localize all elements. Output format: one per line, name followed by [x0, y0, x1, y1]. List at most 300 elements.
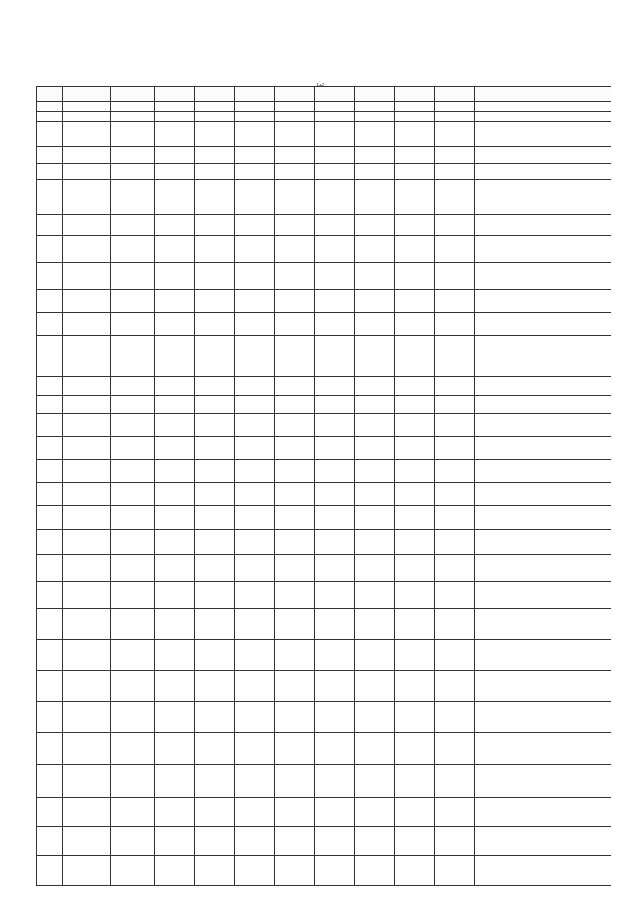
table-cell: [155, 414, 195, 437]
table-cell: [111, 101, 155, 111]
table-cell: [355, 395, 395, 414]
table-cell: [435, 482, 475, 505]
table-cell: [355, 733, 395, 764]
table-cell: [195, 609, 235, 640]
table-cell: [111, 414, 155, 437]
table-row: [37, 640, 612, 671]
table-cell: [111, 147, 155, 164]
table-cell: [395, 111, 435, 121]
table-cell: [475, 582, 612, 609]
table-row: [37, 163, 612, 180]
table-row: [37, 101, 612, 111]
table-cell: [63, 702, 111, 733]
table-cell: [111, 180, 155, 215]
table-cell: [63, 312, 111, 335]
table-cell: [275, 236, 315, 263]
table-cell: [155, 101, 195, 111]
table-cell: [37, 530, 63, 555]
table-cell: [315, 180, 355, 215]
table-cell: [155, 335, 195, 376]
table-cell: [195, 101, 235, 111]
table-cell: [435, 640, 475, 671]
table-cell: [355, 335, 395, 376]
table-cell: [355, 111, 395, 121]
table-body: [37, 87, 612, 886]
table-cell: [37, 437, 63, 460]
table-cell: [111, 609, 155, 640]
table-cell: [155, 377, 195, 396]
table-cell: [63, 87, 111, 102]
table-cell: [275, 377, 315, 396]
table-cell: [435, 437, 475, 460]
table-cell: [315, 377, 355, 396]
table-cell: [235, 702, 275, 733]
table-cell: [195, 395, 235, 414]
table-cell: [435, 395, 475, 414]
table-cell: [355, 609, 395, 640]
table-cell: [63, 215, 111, 236]
table-cell: [475, 163, 612, 180]
table-cell: [195, 797, 235, 826]
table-row: [37, 377, 612, 396]
table-cell: [275, 101, 315, 111]
table-cell: [435, 377, 475, 396]
table-cell: [475, 122, 612, 147]
table-cell: [475, 671, 612, 702]
table-cell: [195, 163, 235, 180]
table-row: [37, 335, 612, 376]
table-cell: [355, 530, 395, 555]
table-cell: [275, 147, 315, 164]
table-cell: [37, 163, 63, 180]
table-cell: [235, 764, 275, 797]
table-cell: [235, 377, 275, 396]
table-cell: [63, 236, 111, 263]
table-cell: [275, 855, 315, 885]
table-cell: [355, 555, 395, 582]
table-cell: [435, 236, 475, 263]
table-cell: [155, 530, 195, 555]
table-cell: [155, 582, 195, 609]
table-cell: [63, 180, 111, 215]
table-cell: [235, 855, 275, 885]
table-cell: [155, 609, 195, 640]
table-cell: [435, 530, 475, 555]
table-cell: [195, 180, 235, 215]
table-cell: [395, 290, 435, 313]
table-cell: [355, 414, 395, 437]
table-cell: [395, 122, 435, 147]
table-cell: [275, 312, 315, 335]
table-cell: [315, 395, 355, 414]
table-cell: [155, 236, 195, 263]
table-cell: [395, 555, 435, 582]
table-row: [37, 671, 612, 702]
table-cell: [195, 582, 235, 609]
table-cell: [37, 290, 63, 313]
table-cell: [475, 555, 612, 582]
table-cell: [475, 111, 612, 121]
table-cell: [155, 312, 195, 335]
table-cell: [111, 826, 155, 855]
table-cell: [395, 764, 435, 797]
table-cell: [315, 459, 355, 482]
table-cell: [475, 733, 612, 764]
table-cell: [315, 855, 355, 885]
table-cell: [195, 505, 235, 530]
table-row: [37, 530, 612, 555]
table-cell: [475, 609, 612, 640]
table-cell: [235, 290, 275, 313]
table-cell: [235, 414, 275, 437]
table-cell: [435, 180, 475, 215]
table-cell: [235, 101, 275, 111]
table-cell: [315, 263, 355, 290]
table-cell: [235, 236, 275, 263]
table-cell: [111, 640, 155, 671]
table-cell: [315, 414, 355, 437]
table-cell: [37, 855, 63, 885]
table-cell: [111, 377, 155, 396]
table-cell: [37, 236, 63, 263]
table-cell: [63, 459, 111, 482]
table-cell: [111, 764, 155, 797]
table-cell: [275, 122, 315, 147]
table-cell: [395, 855, 435, 885]
table-cell: [475, 826, 612, 855]
table-cell: [395, 530, 435, 555]
table-cell: [63, 101, 111, 111]
table-cell: [63, 764, 111, 797]
table-cell: [235, 122, 275, 147]
table-cell: [475, 702, 612, 733]
table-cell: [355, 582, 395, 609]
table-cell: [275, 111, 315, 121]
table-cell: [235, 505, 275, 530]
table-cell: [475, 147, 612, 164]
table-cell: [155, 87, 195, 102]
table-cell: [315, 482, 355, 505]
table-cell: [275, 437, 315, 460]
table-cell: [475, 377, 612, 396]
table-cell: [37, 180, 63, 215]
table-cell: [195, 377, 235, 396]
table-cell: [63, 335, 111, 376]
table-cell: [155, 163, 195, 180]
table-cell: [235, 671, 275, 702]
table-cell: [395, 263, 435, 290]
table-cell: [37, 87, 63, 102]
table-row: [37, 122, 612, 147]
table-cell: [195, 312, 235, 335]
table-cell: [315, 111, 355, 121]
table-cell: [275, 733, 315, 764]
table-cell: [395, 582, 435, 609]
table-cell: [275, 482, 315, 505]
table-row: [37, 459, 612, 482]
table-cell: [111, 855, 155, 885]
table-cell: [435, 609, 475, 640]
table-cell: [235, 163, 275, 180]
table-row: [37, 826, 612, 855]
table-cell: [235, 335, 275, 376]
table-cell: [315, 582, 355, 609]
table-cell: [235, 263, 275, 290]
table-cell: [475, 87, 612, 102]
table-cell: [111, 797, 155, 826]
table-cell: [315, 437, 355, 460]
table-cell: [395, 640, 435, 671]
table-cell: [155, 555, 195, 582]
table-cell: [475, 236, 612, 263]
table-cell: [63, 111, 111, 121]
table-cell: [395, 826, 435, 855]
table-row: [37, 482, 612, 505]
table-cell: [355, 147, 395, 164]
table-cell: [235, 180, 275, 215]
table-cell: [235, 797, 275, 826]
table-row: [37, 395, 612, 414]
table-cell: [195, 147, 235, 164]
table-cell: [235, 111, 275, 121]
table-cell: [63, 163, 111, 180]
table-row: [37, 87, 612, 102]
table-cell: [63, 414, 111, 437]
table-cell: [395, 482, 435, 505]
table-cell: [355, 702, 395, 733]
table-cell: [435, 797, 475, 826]
table-cell: [235, 312, 275, 335]
table-cell: [355, 826, 395, 855]
table-cell: [395, 609, 435, 640]
table-cell: [475, 335, 612, 376]
table-cell: [435, 147, 475, 164]
table-cell: [315, 530, 355, 555]
table-cell: [235, 609, 275, 640]
table-cell: [235, 482, 275, 505]
table-cell: [63, 437, 111, 460]
table-cell: [395, 215, 435, 236]
table-cell: [275, 671, 315, 702]
table-cell: [355, 764, 395, 797]
table-cell: [195, 459, 235, 482]
table-cell: [111, 215, 155, 236]
table-cell: [235, 395, 275, 414]
table-cell: [37, 826, 63, 855]
table-cell: [435, 87, 475, 102]
table-cell: [195, 671, 235, 702]
table-cell: [355, 290, 395, 313]
table-cell: [315, 733, 355, 764]
table-row: [37, 180, 612, 215]
table-cell: [475, 530, 612, 555]
table-cell: [111, 312, 155, 335]
table-cell: [355, 640, 395, 671]
table-cell: [111, 111, 155, 121]
table-cell: [63, 147, 111, 164]
table-cell: [155, 482, 195, 505]
table-cell: [395, 163, 435, 180]
table-cell: [475, 395, 612, 414]
table-cell: [435, 505, 475, 530]
table-cell: [235, 530, 275, 555]
table-cell: [275, 609, 315, 640]
table-cell: [37, 395, 63, 414]
table-cell: [155, 437, 195, 460]
table-cell: [37, 111, 63, 121]
table-cell: [275, 414, 315, 437]
table-cell: [475, 180, 612, 215]
table-cell: [37, 335, 63, 376]
table-cell: [37, 147, 63, 164]
table-cell: [395, 459, 435, 482]
table-cell: [475, 437, 612, 460]
table-cell: [475, 101, 612, 111]
table-cell: [475, 764, 612, 797]
table-cell: [235, 826, 275, 855]
table-cell: [195, 826, 235, 855]
table-cell: [155, 855, 195, 885]
table-cell: [111, 335, 155, 376]
table-cell: [275, 640, 315, 671]
table-cell: [435, 671, 475, 702]
table-cell: [37, 797, 63, 826]
table-cell: [355, 101, 395, 111]
table-cell: [63, 505, 111, 530]
table-cell: [235, 582, 275, 609]
table-cell: [63, 482, 111, 505]
table-cell: [195, 111, 235, 121]
table-cell: [395, 180, 435, 215]
table-cell: [355, 482, 395, 505]
table-cell: [395, 702, 435, 733]
table-cell: [435, 764, 475, 797]
table-cell: [275, 582, 315, 609]
table-cell: [435, 414, 475, 437]
table-cell: [63, 122, 111, 147]
table-cell: [37, 609, 63, 640]
table-cell: [275, 764, 315, 797]
table-cell: [275, 459, 315, 482]
table-cell: [63, 530, 111, 555]
table-cell: [315, 215, 355, 236]
table-cell: [475, 482, 612, 505]
table-cell: [275, 215, 315, 236]
table-cell: [37, 101, 63, 111]
table-cell: [37, 764, 63, 797]
table-cell: [63, 609, 111, 640]
table-cell: [195, 764, 235, 797]
table-cell: [63, 263, 111, 290]
table-cell: [275, 335, 315, 376]
table-cell: [395, 671, 435, 702]
table-row: [37, 236, 612, 263]
table-cell: [155, 826, 195, 855]
table-cell: [475, 290, 612, 313]
table-cell: [435, 290, 475, 313]
table-cell: [111, 555, 155, 582]
table-cell: [315, 797, 355, 826]
table-row: [37, 263, 612, 290]
table-cell: [155, 290, 195, 313]
table-cell: [195, 640, 235, 671]
table-cell: [37, 215, 63, 236]
table-cell: [475, 459, 612, 482]
table-cell: [235, 215, 275, 236]
table-cell: [195, 555, 235, 582]
table-cell: [37, 263, 63, 290]
table-cell: [63, 582, 111, 609]
table-cell: [355, 505, 395, 530]
table-cell: [355, 437, 395, 460]
table-row: [37, 582, 612, 609]
table-cell: [63, 671, 111, 702]
table-cell: [275, 797, 315, 826]
table-cell: [63, 640, 111, 671]
table-cell: [155, 505, 195, 530]
table-row: [37, 555, 612, 582]
table-cell: [195, 122, 235, 147]
table-cell: [475, 215, 612, 236]
table-cell: [435, 555, 475, 582]
table-cell: [315, 505, 355, 530]
table-cell: [435, 335, 475, 376]
table-cell: [395, 147, 435, 164]
table-cell: [275, 395, 315, 414]
table-cell: [111, 702, 155, 733]
table-cell: [475, 855, 612, 885]
table-cell: [37, 482, 63, 505]
table-cell: [195, 87, 235, 102]
table-cell: [275, 263, 315, 290]
table-cell: [111, 395, 155, 414]
table-cell: [435, 855, 475, 885]
table-cell: [435, 215, 475, 236]
table-cell: [355, 163, 395, 180]
table-cell: [111, 263, 155, 290]
table-cell: [435, 111, 475, 121]
table-cell: [315, 236, 355, 263]
table-cell: [37, 671, 63, 702]
table-cell: [315, 671, 355, 702]
table-cell: [275, 826, 315, 855]
table-cell: [235, 640, 275, 671]
table-cell: [395, 797, 435, 826]
table-cell: [275, 702, 315, 733]
table-cell: [235, 555, 275, 582]
table-cell: [195, 290, 235, 313]
table-cell: [195, 236, 235, 263]
table-cell: [155, 263, 195, 290]
table-cell: [155, 147, 195, 164]
table-cell: [435, 263, 475, 290]
table-cell: [111, 437, 155, 460]
table-cell: [315, 609, 355, 640]
table-cell: [155, 702, 195, 733]
table-cell: [111, 459, 155, 482]
table-cell: [355, 263, 395, 290]
table-cell: [315, 101, 355, 111]
table-cell: [155, 215, 195, 236]
table-cell: [155, 459, 195, 482]
table-cell: [395, 101, 435, 111]
table-cell: [195, 482, 235, 505]
table-cell: [315, 640, 355, 671]
table-row: [37, 797, 612, 826]
table-cell: [315, 147, 355, 164]
table-cell: [435, 826, 475, 855]
table-cell: [195, 414, 235, 437]
